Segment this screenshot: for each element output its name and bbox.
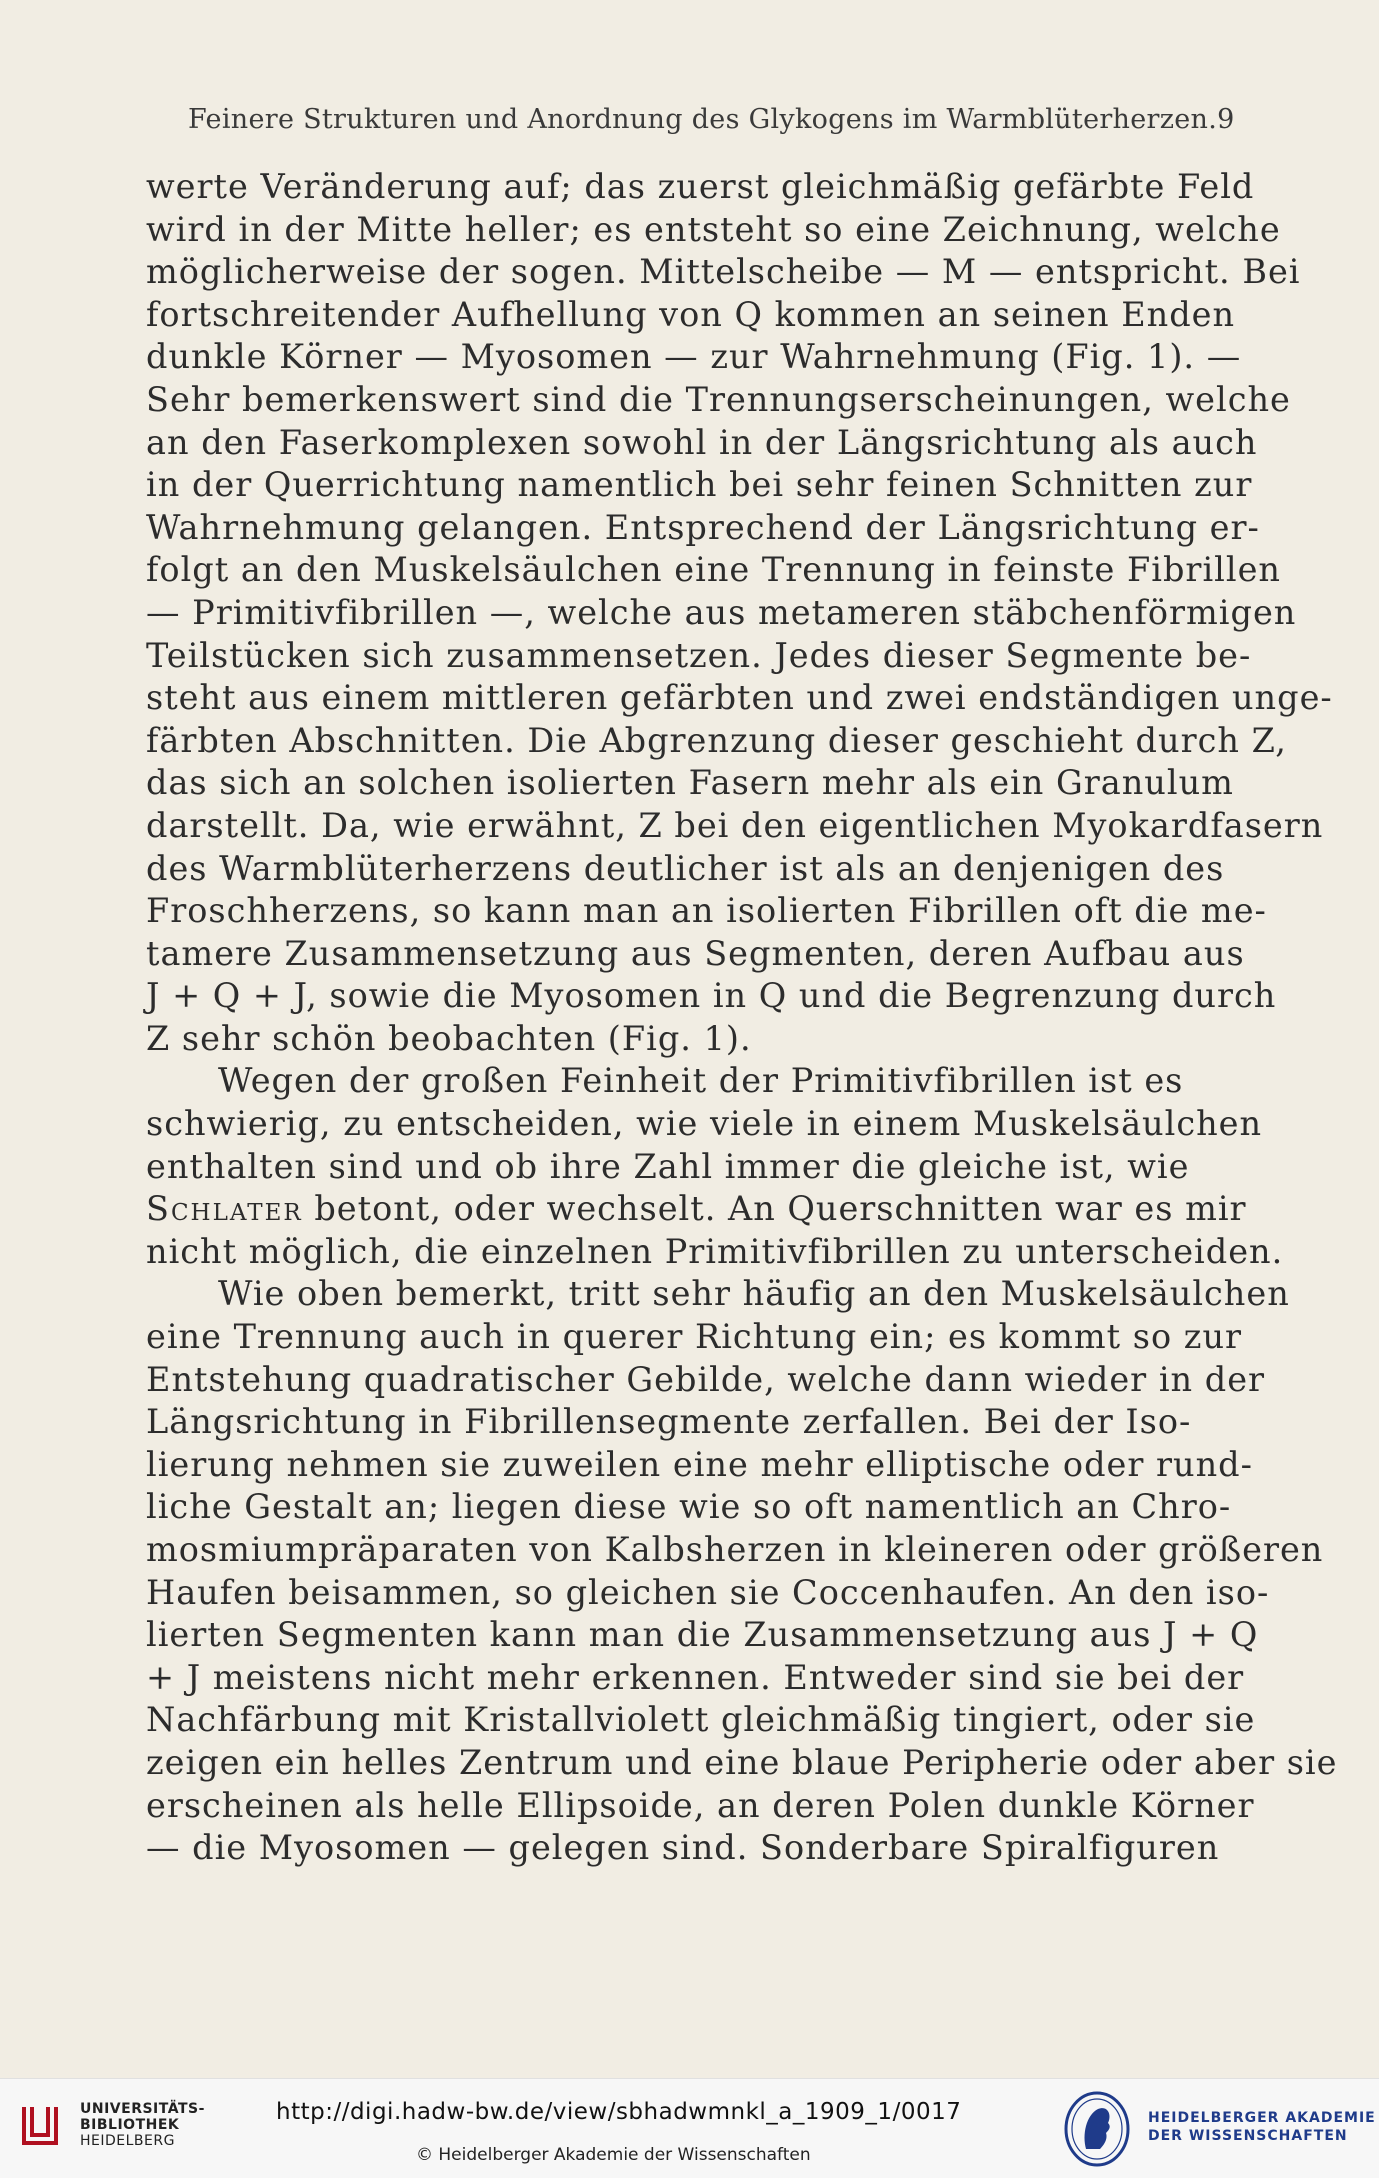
text-line: erscheinen als helle Ellipsoide, an deren Polen dunkle Körner [146, 1785, 1255, 1825]
text-line: Haufen beisammen, so gleichen sie Coccenhaufen. An den iso- [146, 1572, 1270, 1612]
text-line: Teilstücken sich zusammensetzen. Jedes dieser Segmente be- [146, 635, 1252, 675]
text-line: Nachfärbung mit Kristallviolett gleichmäßig tingiert, oder sie [146, 1700, 1256, 1740]
author-name: Schlater [146, 1189, 303, 1229]
text-line: steht aus einem mittleren gefärbten und zwei endständigen unge- [146, 678, 1333, 718]
permalink-url[interactable]: http://digi.hadw-bw.de/view/sbhadwmnkl_a_1909_1/0017 [276, 2099, 962, 2125]
text-line: folgt an den Muskelsäulchen eine Trennung in feinste Fibrillen [146, 550, 1281, 590]
text-line: des Warmblüterherzens deutlicher ist als an denjenigen des [146, 848, 1225, 888]
text-line: Z sehr schön beobachten (Fig. 1). [146, 1018, 752, 1058]
text-line: Wie oben bemerkt, tritt sehr häufig an den Muskelsäulchen [218, 1274, 1290, 1314]
text-line: das sich an solchen isolierten Fasern mehr als ein Granulum [146, 763, 1234, 803]
text-line: — die Myosomen — gelegen sind. Sonderbare Spiralfiguren [146, 1828, 1220, 1868]
text-line: fortschreitender Aufhellung von Q kommen an seinen Enden [146, 294, 1236, 334]
text-line: Längsrichtung in Fibrillensegmente zerfallen. Bei der Iso- [146, 1402, 1192, 1442]
running-header [188, 104, 1235, 144]
text-line: darstellt. Da, wie erwähnt, Z bei den eigentlichen Myokardfasern [146, 805, 1324, 845]
text-line: werte Veränderung auf; das zuerst gleichmäßig gefärbte Feld [146, 167, 1255, 206]
text-line: Froschherzens, so kann man an isolierten Fibrillen oft die me- [146, 891, 1267, 931]
text-line: tamere Zusammensetzung aus Segmenten, deren Aufbau aus [146, 933, 1245, 973]
copyright-notice: © Heidelberger Akademie der Wissenschaften [416, 2145, 811, 2165]
text-line: lierung nehmen sie zuweilen eine mehr elliptische oder rund- [146, 1444, 1253, 1484]
text-line: zeigen ein helles Zentrum und eine blaue Peripherie oder aber sie [146, 1742, 1338, 1782]
running-title: Feinere Strukturen und Anordnung des Glykogens im Warmblüterherzen. [188, 104, 1218, 135]
university-library-logo-icon [18, 2101, 66, 2149]
text-line: Entstehung quadratischer Gebilde, welche dann wieder in der [146, 1359, 1266, 1399]
text-line: Wahrnehmung gelangen. Entsprechend der Längsrichtung er- [146, 507, 1260, 547]
university-library-name: UNIVERSITÄTS- BIBLIOTHEK HEIDELBERG [80, 2101, 205, 2149]
text-line: lierten Segmenten kann man die Zusammensetzung aus J + Q [146, 1615, 1259, 1655]
text-line: liche Gestalt an; liegen diese wie so oft namentlich an Chro- [146, 1487, 1232, 1527]
text-line: Sehr bemerkenswert sind die Trennungserscheinungen, welche [146, 379, 1291, 419]
text-line: färbten Abschnitten. Die Abgrenzung dieser geschieht durch Z, [146, 720, 1287, 760]
text-line: dunkle Körner — Myosomen — zur Wahrnehmung (Fig. 1). — [146, 337, 1242, 377]
text-line: mosmiumpräparaten von Kalbsherzen in kleineren oder größeren [146, 1530, 1324, 1569]
text-line: Schlater betont, oder wechselt. An Querschnitten war es mir [146, 1189, 1247, 1229]
text-line: J + Q + J, sowie die Myosomen in Q und die Begrenzung durch [146, 976, 1277, 1016]
footer-bar [0, 2078, 1379, 2178]
text-line: Wegen der großen Feinheit der Primitivfibrillen ist es [218, 1061, 1184, 1101]
page-number: 9 [1217, 104, 1235, 135]
text-line: wird in der Mitte heller; es entsteht so eine Zeichnung, welche [146, 209, 1281, 249]
academy-medallion-icon [1064, 2091, 1130, 2167]
body-text [146, 166, 1338, 1870]
text-line: eine Trennung auch in querer Richtung ein; es kommt so zur [146, 1317, 1243, 1357]
text-line: schwierig, zu entscheiden, wie viele in einem Muskelsäulchen [146, 1104, 1263, 1144]
text-line: in der Querrichtung namentlich bei sehr feinen Schnitten zur [146, 465, 1253, 505]
text-line: an den Faserkomplexen sowohl in der Längsrichtung als auch [146, 422, 1258, 462]
text-line: nicht möglich, die einzelnen Primitivfibrillen zu unterscheiden. [146, 1231, 1284, 1271]
text-line: + J meistens nicht mehr erkennen. Entweder sind sie bei der [146, 1657, 1245, 1697]
academy-name: HEIDELBERGER AKADEMIE DER WISSENSCHAFTEN [1148, 2110, 1376, 2144]
text-line: enthalten sind und ob ihre Zahl immer die gleiche ist, wie [146, 1146, 1190, 1186]
text-line: möglicherweise der sogen. Mittelscheibe — M — entspricht. Bei [146, 252, 1301, 292]
text-line: — Primitivfibrillen —, welche aus metameren stäbchenförmigen [146, 592, 1297, 632]
